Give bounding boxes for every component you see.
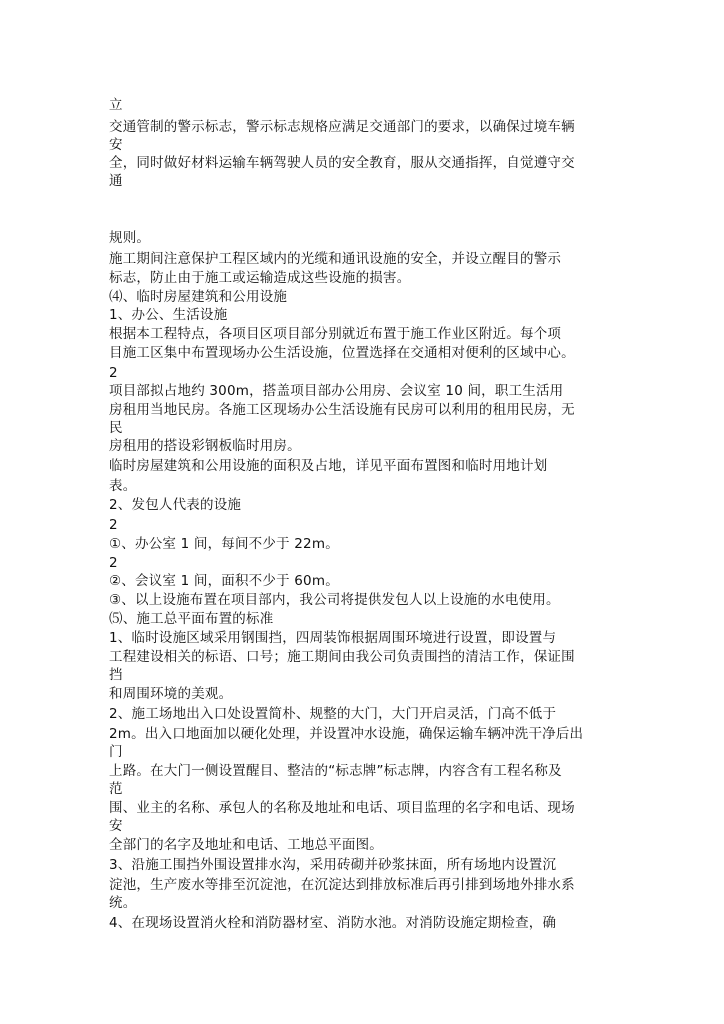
- list-item: ①、办公室 1 间，每间不少于 22m。: [109, 536, 339, 552]
- text-line: 工程建设相关的标语、口号；施工期间由我公司负责围挡的清洁工作，保证围: [109, 649, 575, 665]
- text-line: 安: [109, 137, 123, 153]
- text-line: 挡: [109, 667, 123, 683]
- list-item: ③、以上设施布置在项目部内，我公司将提供发包人以上设施的水电使用。: [109, 592, 560, 608]
- text-line: 立: [109, 97, 123, 113]
- text-line: 房租用当地民房。各施工区现场办公生活设施有民房可以利用的租用民房，无: [109, 402, 575, 418]
- text-line: 3、沿施工围挡外围设置排水沟，采用砖砌并砂浆抹面，所有场地内设置沉: [109, 857, 557, 873]
- text-line: 2、施工场地出入口处设置简朴、规整的大门，大门开启灵活，门高不低于: [109, 706, 557, 722]
- text-line: 施工期间注意保护工程区域内的光缆和通讯设施的安全，并设立醒目的警示: [109, 251, 562, 267]
- text-line: 4、在现场设置消火栓和消防器材室、消防水池。对消防设施定期检查，确: [109, 915, 557, 931]
- subsection-heading: 2、发包人代表的设施: [109, 497, 242, 513]
- section-heading: ⑸、施工总平面布置的标准: [109, 611, 274, 627]
- list-item: ②、会议室 1 间，面积不少于 60m。: [109, 573, 339, 589]
- text-line: 全，同时做好材料运输车辆驾驶人员的安全教育，服从交通指挥，自觉遵守交: [109, 155, 575, 171]
- text-line: 根据本工程特点，各项目区项目部分别就近布置于施工作业区附近。每个项: [109, 326, 562, 342]
- superscript-line: 2: [109, 517, 118, 533]
- superscript-line: 2: [109, 365, 118, 381]
- superscript-line: 2: [109, 555, 118, 571]
- text-line: 安: [109, 818, 123, 834]
- text-line: 围、业主的名称、承包人的名称及地址和电话、项目监理的名字和电话、现场: [109, 800, 575, 816]
- text-line: 上路。在大门一侧设置醒目、整洁的“标志牌”标志牌，内容含有工程名称及: [109, 763, 562, 779]
- text-line: 项目部拟占地约 300m，搭盖项目部办公用房、会议室 10 间，职工生活用: [109, 383, 564, 399]
- text-line: 和周围环境的美观。: [109, 686, 233, 702]
- text-line: 1、临时设施区域采用钢围挡，四周装饰根据周围环境进行设置，即设置与: [109, 630, 557, 646]
- text-line: 民: [109, 420, 123, 436]
- text-line: 2m。出入口地面加以硬化处理，并设置冲水设施，确保运输车辆冲洗干净后出: [109, 726, 584, 742]
- text-line: 标志，防止由于施工或运输造成这些设施的损害。: [109, 270, 411, 286]
- text-line: 通: [109, 173, 123, 189]
- subsection-heading: 1、办公、生活设施: [109, 307, 228, 323]
- text-line: 交通管制的警示标志，警示标志规格应满足交通部门的要求，以确保过境车辆: [109, 119, 575, 135]
- text-line: 表。: [109, 478, 137, 494]
- text-line: 范: [109, 781, 123, 797]
- text-line: 规则。: [109, 230, 151, 246]
- text-line: 全部门的名字及地址和电话、工地总平面图。: [109, 837, 383, 853]
- text-line: 淀池，生产废水等排至沉淀池，在沉淀达到排放标准后再引排到场地外排水系: [109, 877, 575, 893]
- text-line: 房租用的搭设彩钢板临时用房。: [109, 438, 301, 454]
- text-line: 目施工区集中布置现场办公生活设施，位置选择在交通相对便利的区域中心。: [109, 345, 575, 361]
- text-line: 统。: [109, 895, 137, 911]
- text-line: 临时房屋建筑和公用设施的面积及占地，详见平面布置图和临时用地计划: [109, 458, 548, 474]
- section-heading: ⑷、临时房屋建筑和公用设施: [109, 289, 288, 305]
- text-line: 门: [109, 744, 123, 760]
